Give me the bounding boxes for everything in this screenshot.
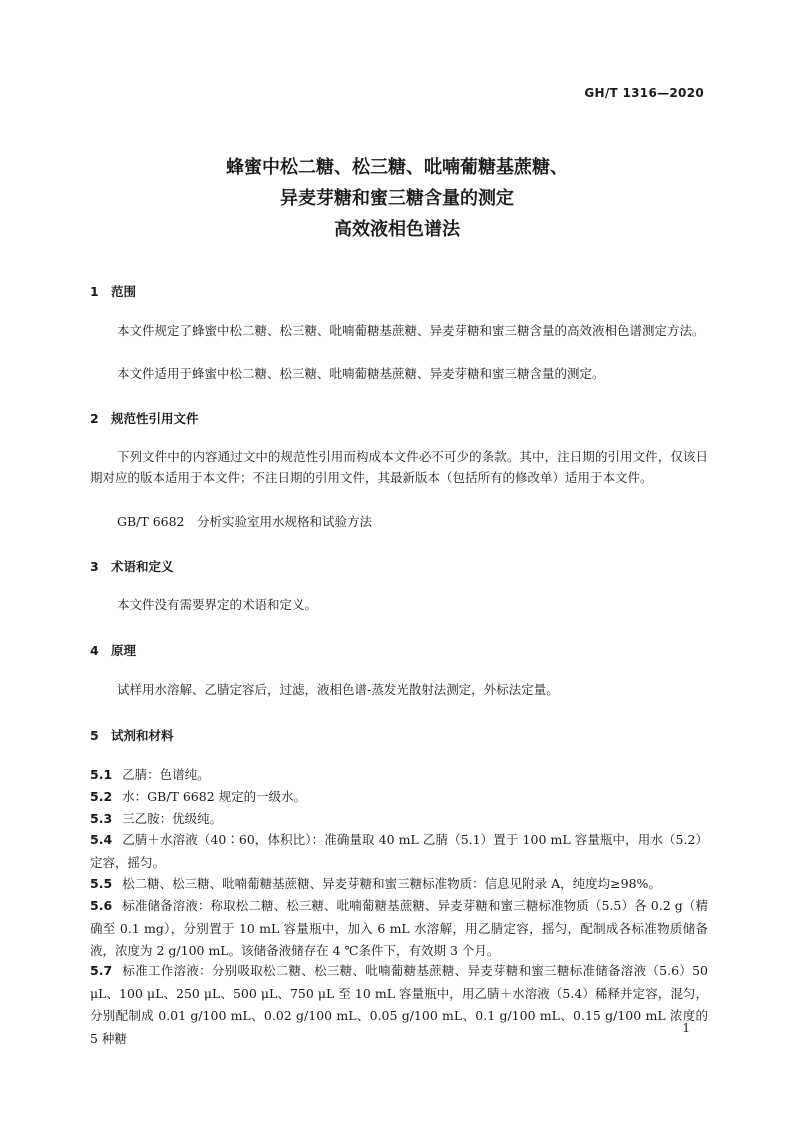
clause-5-5 [90, 873, 708, 896]
section-3-paragraph-1: 本文件没有需要界定的术语和定义。 [117, 597, 318, 612]
clause-text: 乙腈＋水溶液（40∶60，体积比）：准确量取 40 mL 乙腈（5.1）置于 100 mL 容量瓶中，用水（5.2）定容，摇匀。 [90, 832, 708, 870]
section-5-heading [90, 726, 174, 744]
clause-text: 标准储备溶液：称取松二糖、松三糖、吡喃葡糖基蔗糖、异麦芽糖和蜜三糖标准物质（5.5）各 0.2 g（精确至 0.1 mg），分别置于 10 mL 容量瓶中，加入 6 mL 水溶解，用乙腈定容，摇匀，配制成各标准物质储备液，浓度为 2 g/100 mL。该储备液储存在 4 ℃条件下，有效期 3 个月。 [90, 898, 708, 958]
clause-5-1 [90, 764, 708, 787]
section-number: 1 [90, 284, 99, 299]
section-number: 3 [90, 559, 99, 574]
section-title: 范围 [111, 284, 137, 299]
section-title: 术语和定义 [111, 559, 174, 574]
clause-number: 5.7 [90, 963, 113, 978]
clause-5-2 [90, 786, 708, 809]
section-4-paragraph-1: 试样用水溶解、乙腈定容后，过滤，液相色谱-蒸发光散射法测定，外标法定量。 [117, 682, 559, 697]
document-title [0, 152, 794, 245]
clause-5-6 [90, 895, 708, 963]
page-number: 1 [682, 1021, 690, 1035]
clause-text: 三乙胺：优级纯。 [122, 811, 223, 826]
standard-code: GH/T 1316—2020 [584, 86, 704, 100]
clause-number: 5.1 [90, 767, 113, 782]
section-title: 原理 [111, 643, 137, 658]
clause-number: 5.6 [90, 898, 113, 913]
clause-number: 5.2 [90, 789, 113, 804]
normative-reference: GB/T 6682 分析实验室用水规格和试验方法 [117, 514, 373, 529]
section-title: 规范性引用文件 [111, 411, 199, 426]
section-1-paragraph-1: 本文件规定了蜂蜜中松二糖、松三糖、吡喃葡糖基蔗糖、异麦芽糖和蜜三糖含量的高效液相色谱测定方法。 [117, 323, 705, 338]
section-3-heading [90, 557, 174, 575]
title-line-3: 高效液相色谱法 [334, 219, 460, 240]
clause-number: 5.4 [90, 832, 113, 847]
title-line-1: 蜂蜜中松二糖、松三糖、吡喃葡糖基蔗糖、 [226, 157, 568, 178]
clause-text: 标准工作溶液：分别吸取松二糖、松三糖、吡喃葡糖基蔗糖、异麦芽糖和蜜三糖标准储备溶液（5.6）50 μL、100 μL、250 μL、500 μL、750 μL 至 10 mL 容量瓶中，用乙腈＋水溶液（5.4）稀释并定容，混匀，分别配制成 0.01 g/100 mL、0.02 g/100 mL、0.05 g/100 mL、0.1 g/100 mL、0.15 g/100 mL 浓度的 5 种糖 [90, 963, 708, 1046]
section-number: 2 [90, 411, 99, 426]
clause-text: 乙腈：色谱纯。 [122, 767, 210, 782]
clause-text: 松二糖、松三糖、吡喃葡糖基蔗糖、异麦芽糖和蜜三糖标准物质：信息见附录 A，纯度均≥98%。 [122, 876, 661, 891]
section-number: 4 [90, 643, 99, 658]
clause-text: 水：GB/T 6682 规定的一级水。 [122, 789, 307, 804]
clause-5-4 [90, 829, 708, 874]
clause-5-7 [90, 960, 708, 1050]
section-1-heading [90, 282, 136, 300]
clause-number: 5.5 [90, 876, 113, 891]
section-4-heading [90, 641, 136, 659]
section-1-paragraph-2: 本文件适用于蜂蜜中松二糖、松三糖、吡喃葡糖基蔗糖、异麦芽糖和蜜三糖含量的测定。 [117, 366, 605, 381]
clause-number: 5.3 [90, 811, 113, 826]
section-title: 试剂和材料 [111, 728, 174, 743]
section-2-heading [90, 409, 199, 427]
title-line-2: 异麦芽糖和蜜三糖含量的测定 [280, 188, 514, 209]
section-2-paragraph-1: 下列文件中的内容通过文中的规范性引用而构成本文件必不可少的条款。其中，注日期的引用文件，仅该日期对应的版本适用于本文件；不注日期的引用文件，其最新版本（包括所有的修改单）适用于本文件。 [90, 449, 708, 485]
section-number: 5 [90, 728, 99, 743]
clause-5-3 [90, 808, 708, 831]
